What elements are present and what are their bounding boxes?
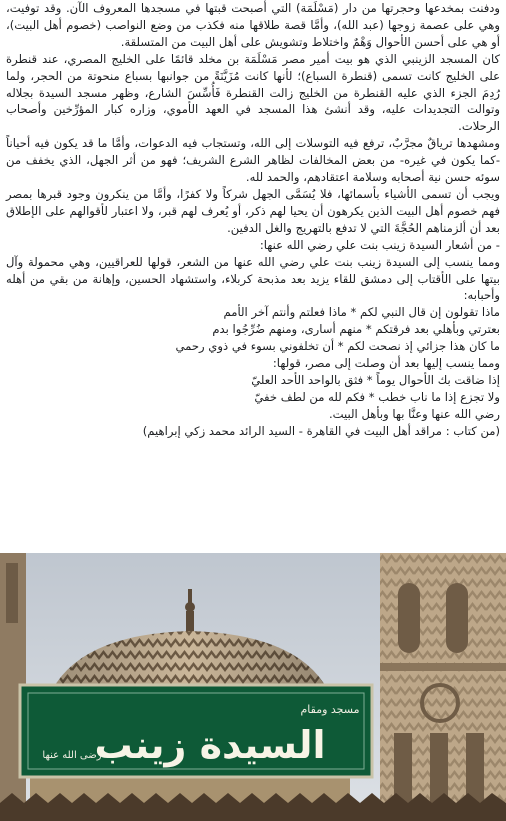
paragraph-shrine: ومشهدها ترياقٌ مجرَّبٌ، ترفع فيه التوسلات إلى الله، وتستجاب فيه الدعوات، وأمَّا ما قد يكون فيه أحياناً -كما يكون في غيره- من بعض المخالفات لظاهر الشرع الشريف؛ فهو من أثر الجهل، الذي يخفف من سوئه حسن نية أصحابه وسلامة اعتقادهم، والحمد لله. bbox=[6, 136, 500, 185]
paragraph-naming: ويجب أن تسمى الأشياء بأسمائها، فلا يُسَمَّى الجهل شركاً ولا كفرًا، وأمَّا من ينكرون وجود قبرها بمصر فهم خصوم أهل البيت الذين يكرهون أن يحيا لهم ذكر، أو يُعرف لهم قبر، ولا اعتبار لأقوالهم على الإطلاق بعد أن ألزمناهم الحُجَّةَ التي لا تدفع بالتهريج والغل الدفين. bbox=[6, 186, 500, 235]
minaret bbox=[380, 553, 506, 821]
mosque-photo[interactable] bbox=[0, 553, 506, 821]
mosque-sign bbox=[20, 685, 372, 777]
sign-side-text: رضى الله عنها bbox=[42, 750, 102, 761]
closing-line: رضي الله عنها وعنَّا بها وبأهل البيت. bbox=[328, 406, 500, 421]
poem-line: إذا ضاقت بك الأحوال يوماً * فثق بالواحد الأحد العليّ bbox=[251, 372, 500, 387]
poem-line: بعترتي وبأهلي بعد فرقتكم * منهم أسارى، ومنهم ضُرِّجُوا بدم bbox=[212, 322, 500, 337]
mosque-photo-illustration bbox=[0, 553, 506, 821]
source-citation: (من كتاب : مراقد أهل البيت في القاهرة - السيد الرائد محمد زكي إبراهيم) bbox=[142, 423, 500, 438]
poem-line: ولا تجزع إذا ما ناب خطب * فكم لله من لطف خفيّ bbox=[254, 389, 500, 404]
sign-main-text: السيدة زينب bbox=[94, 723, 326, 767]
paragraph-burial: ودفنت بمخدعها وحجرتها من دار (مَسْلَمَة) التي أصبحت قبتها في مسجدها المعروف الآن. وقد توفيت، وهي على عصمة زوجها (عبد الله)، وأمَّا قصة طلاقها منه فكذب من وضع النواصب (خصوم أهل البيت)، أو هي على أحسن الأحوال وَهْمٌ واختلاط وتشويش على أهل البيت من المتسلقة. bbox=[6, 1, 500, 49]
paragraph-poetry-intro: ومما ينسب إلى السيدة زينب بنت علي رضي الله عنها من الشعر، قولها للعراقيين، وهي محمولة وآل بيتها على الأقتاب إلى دمشق للقاء يزيد بعد مذبحة كربلاء، واستشهاد الحسين، وإهانة من بقي من أهله وأحبابه: bbox=[6, 254, 500, 303]
paragraph-mosque-history: كان المسجد الزينبي الذي هو بيت أمير مصر مَسْلَمَة بن مخلد قائمًا على الخليج المصري، عند قنطرة على الخليج كانت تسمى (قنطرة السباع)؛ لأنها كانت مُزَيَّنَةً من جوانبها بسباع منحوتة من الحجر، ولما رُدِمَ الجزء الذي عليه القنطرة من الخليج زالت القنطرة فَأُسِّسَ الشارع، وظهر مسجد السيدة بجلاله وتوالت التجديدات عليه، وقد أنشئ هذا المسجد في العهد الأموي، وزاره كبار المؤرِّخين وأصحاب الرحلات. bbox=[6, 51, 500, 134]
poem-line: ومما ينسب إليها بعد أن وصلت إلى مصر، قولها: bbox=[272, 356, 500, 371]
poem-line: ما كان هذا جزائي إذ نصحت لكم * أن تخلفوني بسوء في ذوي رحمي bbox=[175, 339, 500, 354]
poem-line: ماذا تقولون إن قال النبي لكم * ماذا فعلتم وأنتم آخر الأمم bbox=[223, 305, 500, 320]
sign-small-text: مسجد ومقام bbox=[300, 703, 360, 716]
paragraph-poetry-heading: - من أشعار السيدة زينب بنت علي رضي الله عنها: bbox=[259, 237, 500, 252]
